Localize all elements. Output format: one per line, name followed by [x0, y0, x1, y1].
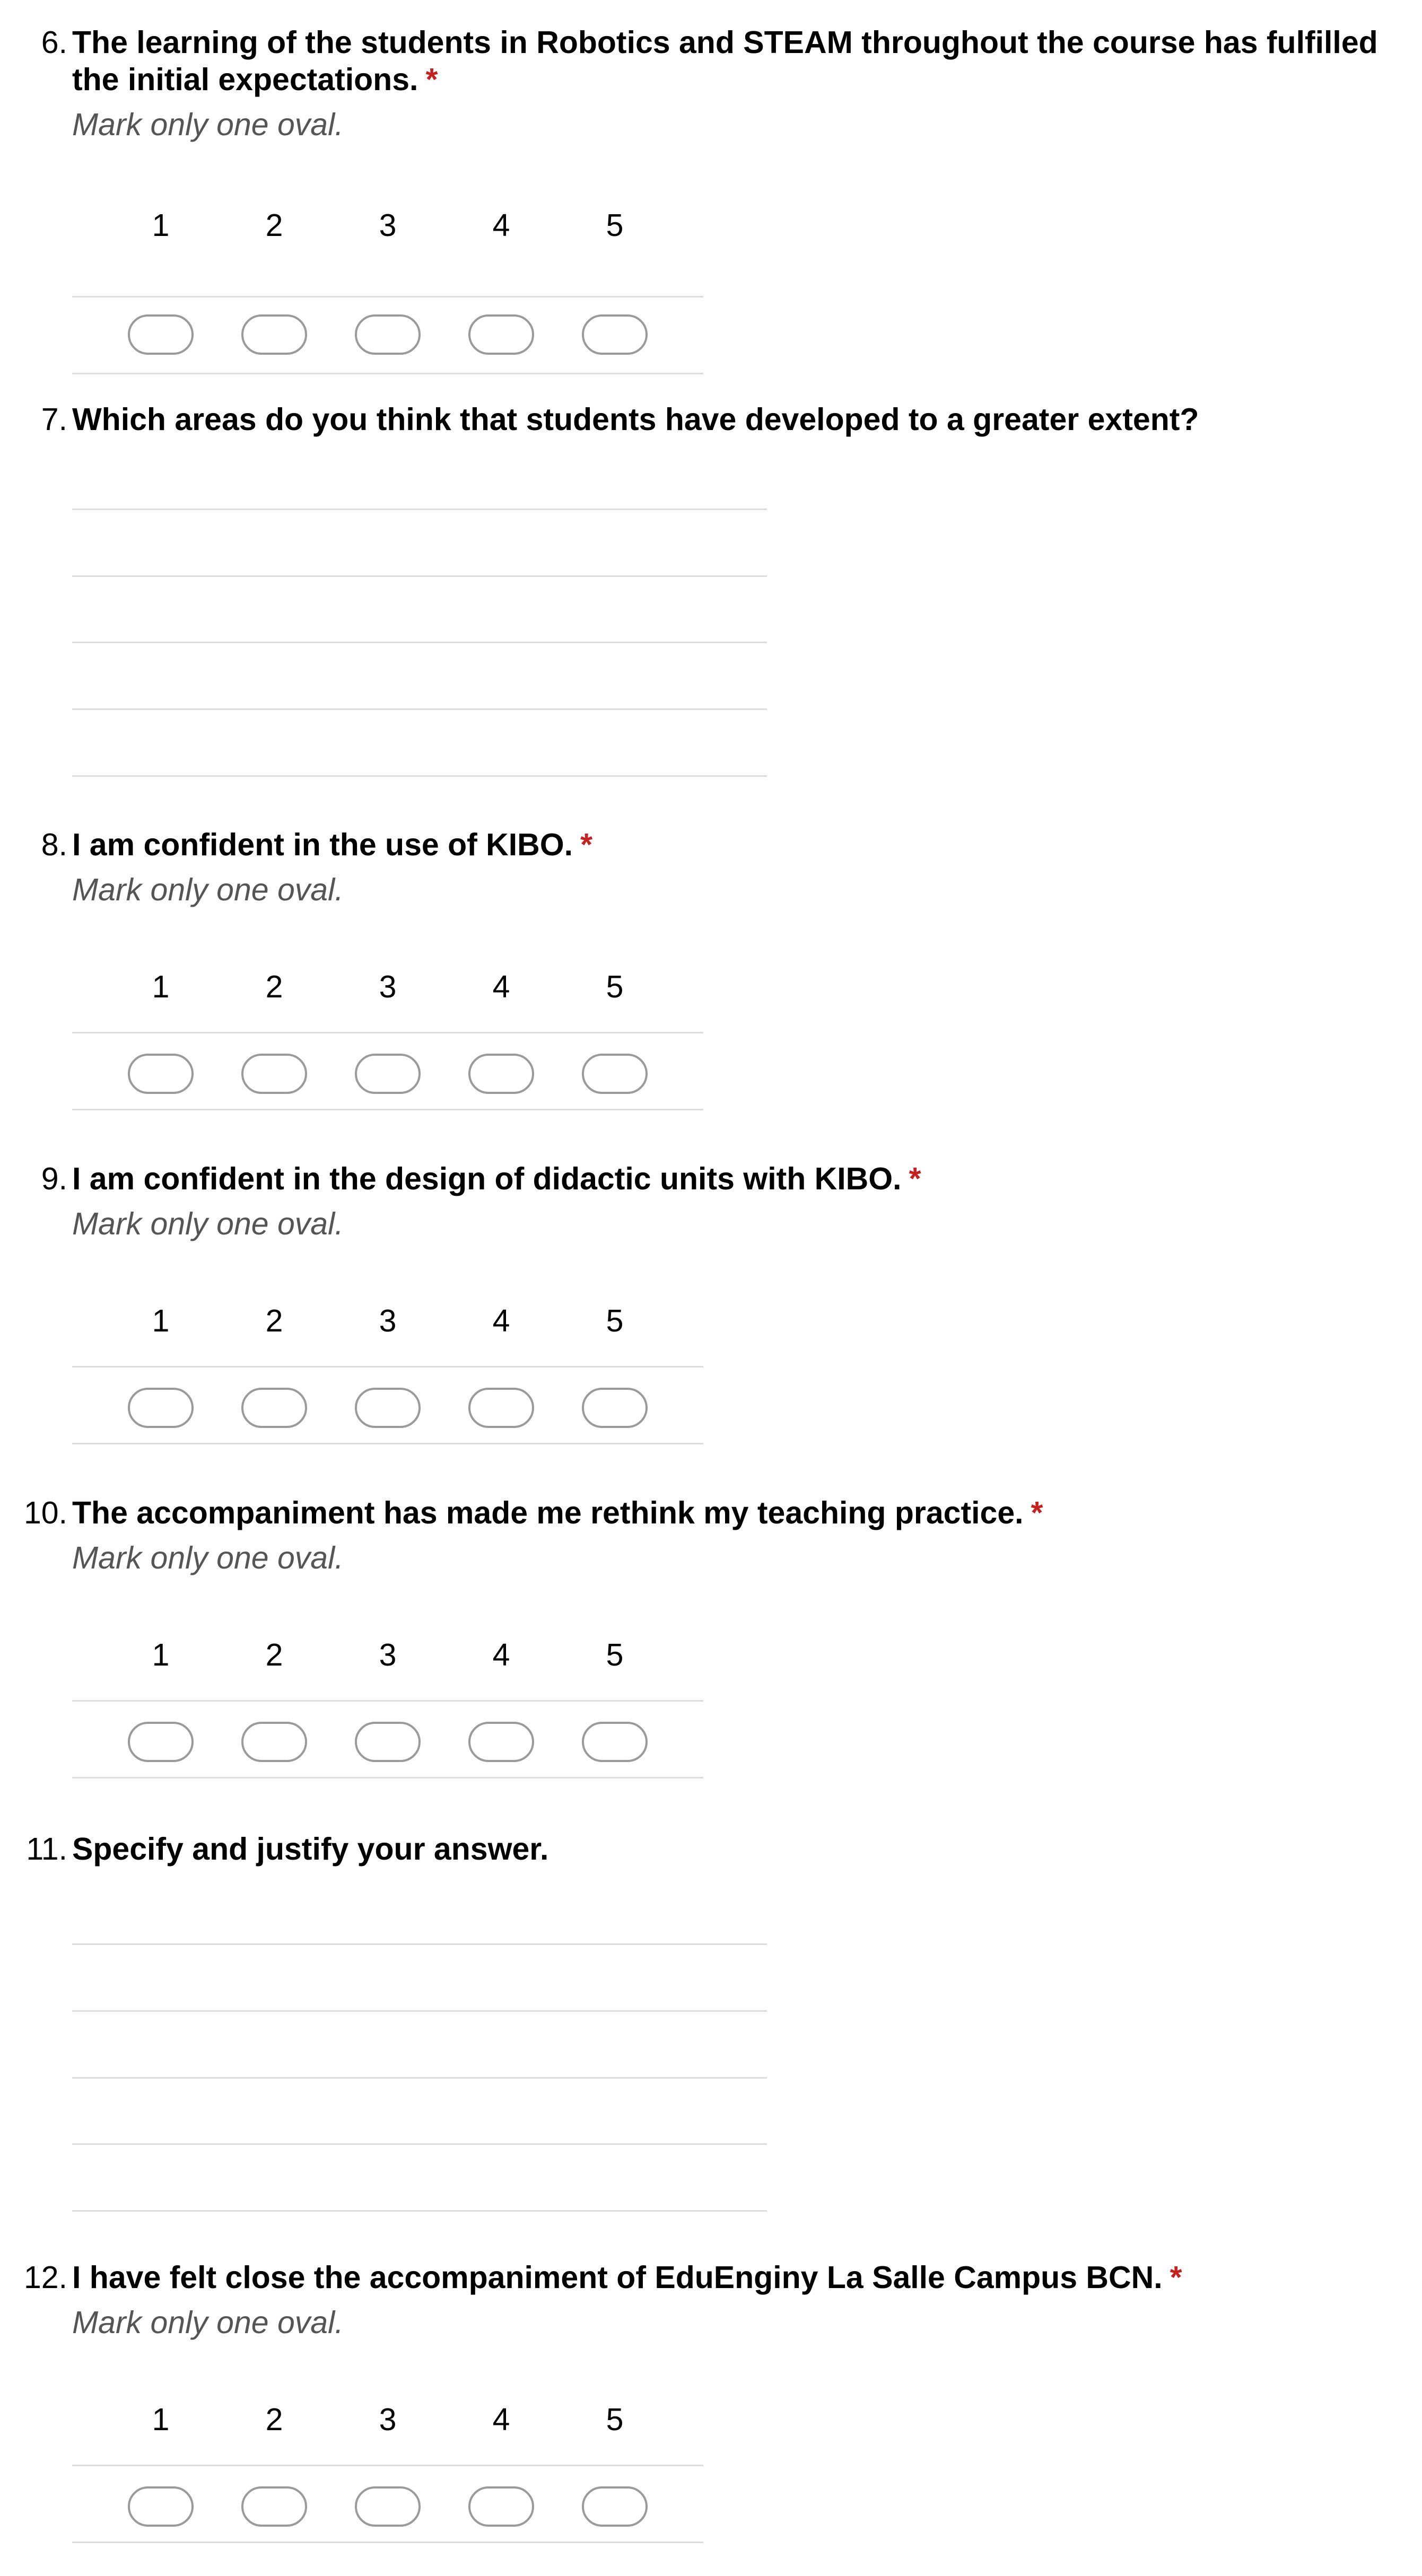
scale-label-4: 4: [492, 969, 510, 1004]
answer-line: [72, 775, 767, 777]
question-title: [72, 2259, 1414, 2296]
scale-label-3: 3: [379, 969, 397, 1004]
scale-option-4[interactable]: [468, 1054, 534, 1094]
scale-label-1: 1: [152, 1303, 170, 1338]
scale-label-4: 4: [492, 2402, 510, 2437]
scale-label-3: 3: [379, 1303, 397, 1338]
required-marker: *: [909, 1161, 921, 1196]
divider: [72, 2542, 703, 2543]
linear-scale: [72, 2401, 703, 2576]
divider: [72, 1443, 703, 1444]
scale-label-4: 4: [492, 1637, 510, 1672]
scale-label-5: 5: [606, 1303, 624, 1338]
scale-option-4[interactable]: [468, 314, 534, 355]
answer-line: [72, 2210, 767, 2212]
divider: [72, 1032, 703, 1033]
scale-option-3[interactable]: [355, 2486, 421, 2527]
question-number: 11.: [26, 1832, 67, 1867]
scale-option-1[interactable]: [128, 1388, 194, 1428]
scale-option-4[interactable]: [468, 1388, 534, 1428]
scale-label-2: 2: [265, 1303, 283, 1338]
linear-scale: [72, 207, 703, 382]
question-number: 9.: [41, 1161, 67, 1196]
scale-label-2: 2: [265, 2402, 283, 2437]
required-marker: *: [1170, 2260, 1182, 2295]
divider: [72, 1109, 703, 1110]
question-hint: Mark only one oval.: [72, 107, 344, 142]
question-title: [72, 24, 1414, 98]
question-title-text: Which areas do you think that students have developed to a greater extent?: [72, 402, 1199, 437]
scale-option-4[interactable]: [468, 2486, 534, 2527]
question-title: [72, 826, 1414, 863]
question-title-text: The learning of the students in Robotics and STEAM throughout the course has fulfilled the initial expectations.: [72, 25, 1378, 97]
scale-label-5: 5: [606, 208, 624, 243]
scale-label-1: 1: [152, 208, 170, 243]
divider: [72, 296, 703, 297]
divider: [72, 1700, 703, 1702]
scale-option-5[interactable]: [582, 2486, 648, 2527]
question-hint: Mark only one oval.: [72, 1206, 344, 1241]
required-marker: *: [580, 827, 593, 862]
scale-label-4: 4: [492, 208, 510, 243]
scale-label-5: 5: [606, 1637, 624, 1672]
answer-line: [72, 575, 767, 577]
answer-line: [72, 708, 767, 710]
scale-option-2[interactable]: [241, 1054, 307, 1094]
scale-option-5[interactable]: [582, 1054, 648, 1094]
question-title-text: Specify and justify your answer.: [72, 1832, 549, 1867]
scale-option-4[interactable]: [468, 1722, 534, 1762]
answer-line: [72, 2077, 767, 2079]
required-marker: *: [1031, 1495, 1043, 1530]
scale-option-2[interactable]: [241, 2486, 307, 2527]
scale-option-2[interactable]: [241, 314, 307, 355]
question-number: 8.: [41, 827, 67, 862]
divider: [72, 2465, 703, 2466]
required-marker: *: [425, 62, 438, 97]
scale-label-1: 1: [152, 1637, 170, 1672]
divider: [72, 1366, 703, 1368]
question-hint: Mark only one oval.: [72, 2305, 344, 2340]
scale-option-5[interactable]: [582, 1388, 648, 1428]
scale-option-5[interactable]: [582, 314, 648, 355]
question-hint: Mark only one oval.: [72, 1540, 344, 1575]
scale-label-2: 2: [265, 1637, 283, 1672]
scale-option-2[interactable]: [241, 1388, 307, 1428]
answer-line: [72, 642, 767, 643]
question-hint: Mark only one oval.: [72, 872, 344, 907]
scale-label-1: 1: [152, 969, 170, 1004]
scale-label-2: 2: [265, 969, 283, 1004]
divider: [72, 1777, 703, 1778]
question-title: [72, 1160, 1414, 1197]
linear-scale: [72, 968, 703, 1143]
linear-scale: [72, 1302, 703, 1477]
scale-label-3: 3: [379, 208, 397, 243]
scale-option-3[interactable]: [355, 1054, 421, 1094]
linear-scale: [72, 1636, 703, 1811]
scale-label-2: 2: [265, 208, 283, 243]
question-title: [72, 1830, 1414, 1868]
question-number: 7.: [41, 402, 67, 437]
question-title-text: The accompaniment has made me rethink my teaching practice.: [72, 1495, 1024, 1530]
scale-option-3[interactable]: [355, 1722, 421, 1762]
scale-label-3: 3: [379, 1637, 397, 1672]
scale-option-3[interactable]: [355, 314, 421, 355]
scale-label-1: 1: [152, 2402, 170, 2437]
question-title-text: I am confident in the use of KIBO.: [72, 827, 573, 862]
scale-option-2[interactable]: [241, 1722, 307, 1762]
divider: [72, 373, 703, 374]
answer-line: [72, 2010, 767, 2012]
question-number: 12.: [23, 2260, 67, 2295]
scale-option-1[interactable]: [128, 1722, 194, 1762]
scale-option-3[interactable]: [355, 1388, 421, 1428]
scale-label-4: 4: [492, 1303, 510, 1338]
answer-line: [72, 509, 767, 510]
question-title-text: I have felt close the accompaniment of EduEnginy La Salle Campus BCN.: [72, 2260, 1163, 2295]
scale-label-3: 3: [379, 2402, 397, 2437]
scale-option-1[interactable]: [128, 2486, 194, 2527]
question-number: 10.: [23, 1495, 67, 1530]
scale-option-5[interactable]: [582, 1722, 648, 1762]
question-title: [72, 1494, 1414, 1531]
answer-line: [72, 2143, 767, 2145]
scale-label-5: 5: [606, 2402, 624, 2437]
question-title: [72, 401, 1414, 438]
scale-option-1[interactable]: [128, 1054, 194, 1094]
question-title-text: I am confident in the design of didactic units with KIBO.: [72, 1161, 902, 1196]
answer-line: [72, 1943, 767, 1945]
scale-option-1[interactable]: [128, 314, 194, 355]
question-number: 6.: [41, 25, 67, 60]
scale-label-5: 5: [606, 969, 624, 1004]
